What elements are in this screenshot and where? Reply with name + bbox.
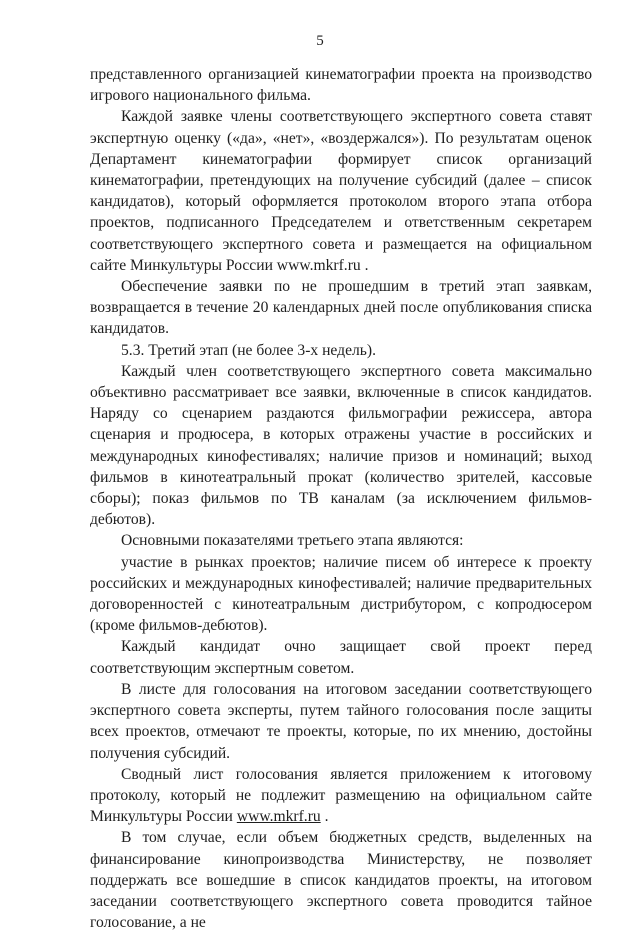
- paragraph-deposit-return: Обеспечение заявки по не прошедшим в третий этап заявкам, возвращается в течение 20 календарных дней после опубликования списка кандидатов.: [90, 278, 592, 338]
- paragraph-project-defense: Каждый кандидат очно защищает свой проект перед соответствующим экспертным советом.: [90, 638, 592, 677]
- mkrf-link[interactable]: www.mkrf.ru: [236, 808, 321, 826]
- paragraph-summary-voting: [90, 764, 592, 828]
- summary-text: Сводный лист голосования является приложением к итоговому протоколу, который не подлежит размещению на официальном сайте Минкультуры России: [90, 765, 592, 826]
- document-body: [90, 64, 592, 933]
- paragraph-review-applications: Каждый член соответствующего экспертного совета максимально объективно рассматривает все заявки, включенные в список кандидатов. Наряду со сценарием раздаются фильмографии режиссера, автора сценария и продюсера, в которых отражены участие в российских и международных кинофестивалях; наличие призов и номинаций; выход фильмов в кинотеатральный прокат (количество зрителей, кассовые сборы); показ фильмов по ТВ каналам (за исключением фильмов-дебютов).: [90, 362, 592, 529]
- paragraph-indicators-list: участие в рынках проектов; наличие писем об интересе к проекту российских и международных кинофестивалей; наличие предварительных договоренностей с кинотеатральным дистрибутором, с копродюсером (кроме фильмов-дебютов).: [90, 553, 592, 635]
- section-heading-third-stage: 5.3. Третий этап (не более 3-х недель).: [121, 341, 376, 359]
- paragraph-main-indicators: Основными показателями третьего этапа являются:: [121, 532, 464, 550]
- paragraph-voting-sheet: В листе для голосования на итоговом заседании соответствующего экспертного совета эксперты, путем тайного голосования после защиты всех проектов, отмечают те проекты, которые, по их мнению, достойны получения субсидий.: [90, 680, 592, 762]
- paragraph-expert-evaluation: Каждой заявке члены соответствующего экспертного совета ставят экспертную оценку («да», «нет», «воздержался»). По результатам оценок Департамент кинематографии формирует список организаций кинематографии, претендующих на получение субсидий (далее – список кандидатов), который оформляется протоколом второго этапа отбора проектов, подписанного Председателем и ответственным секретарем соответствующего экспертного совета и размещается на официальном сайте Минкультуры России www.mkrf.ru .: [90, 108, 592, 274]
- summary-text-end: .: [320, 808, 329, 826]
- page-number: 5: [316, 33, 324, 49]
- paragraph-budget-insufficient: В том случае, если объем бюджетных средств, выделенных на финансирование кинопроизводства Министерству, не позволяет поддержать все вошедшие в список кандидатов проекты, на итоговом заседании соответствующего экспертного совета проводится тайное голосование, а не: [90, 829, 592, 932]
- paragraph-project-continuation: представленного организацией кинематографии проекта на производство игрового национального фильма.: [90, 66, 592, 105]
